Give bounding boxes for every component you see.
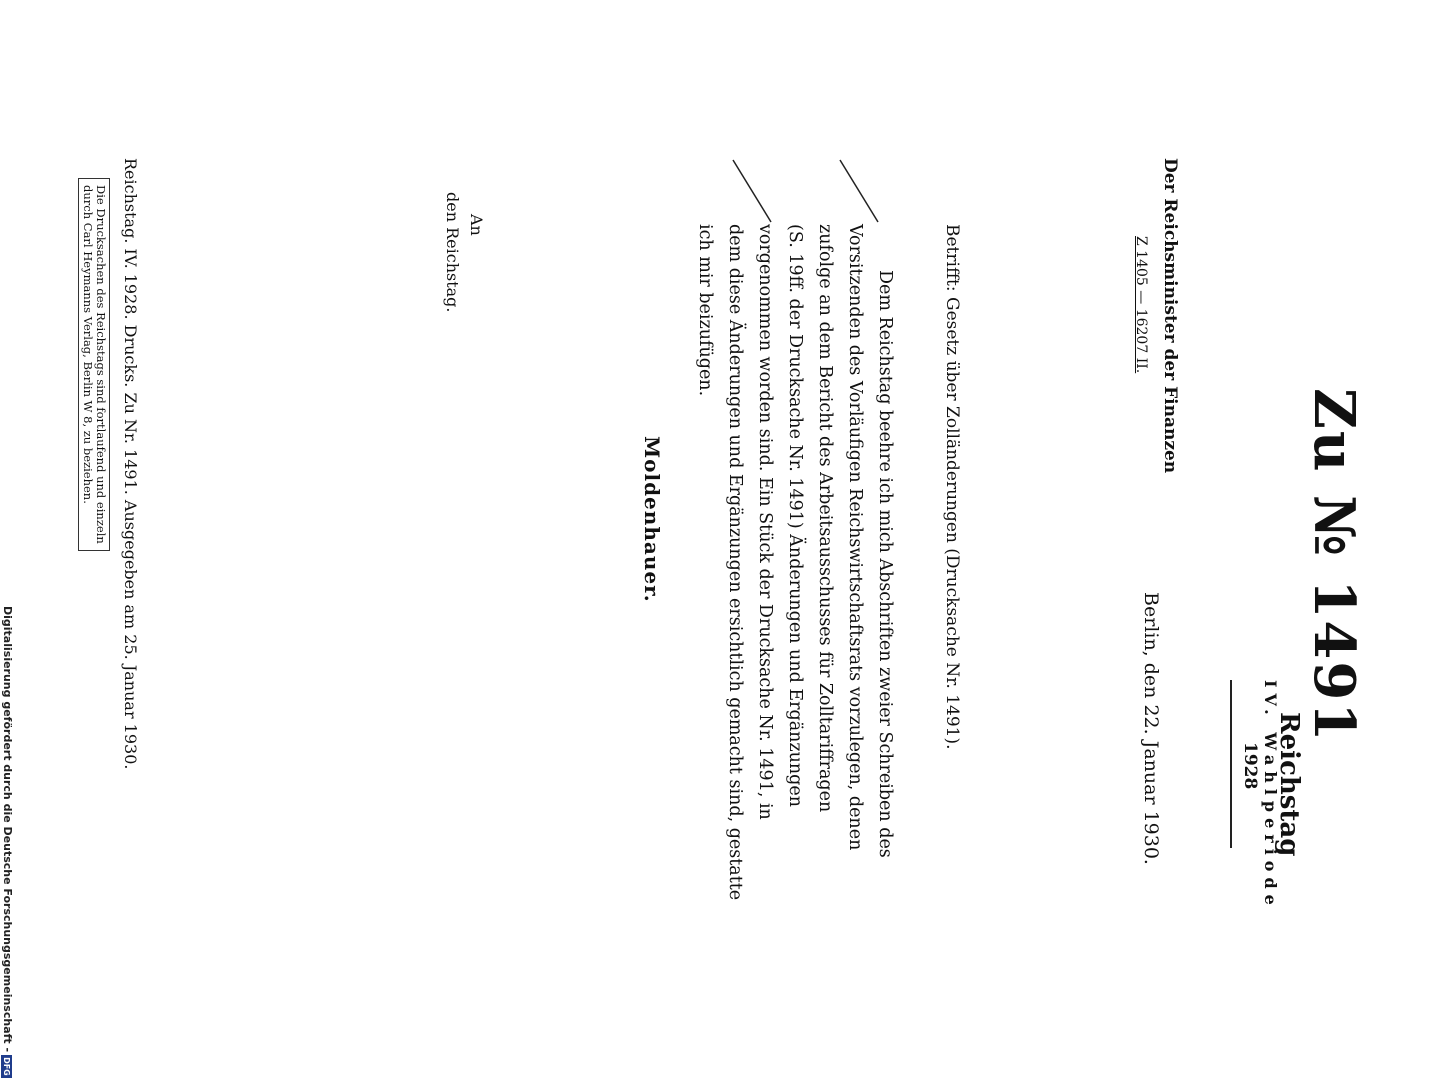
body-line: dem diese Änderungen und Ergänzungen ersichtlich gemacht sind, gestatte (725, 224, 745, 901)
body-line: Dem Reichstag beehre ich mich Abschriften zweier Schreiben des (875, 270, 895, 858)
body-line: (S. 19ff. der Drucksache Nr. 1491) Änderungen und Ergänzungen (785, 224, 805, 808)
footer-line: Reichstag. IV. 1928. Drucks. Zu Nr. 1491. Ausgegeben am 25. Januar 1930. (121, 158, 140, 770)
notice-line: durch Carl Heymanns Verlag, Berlin W 8, zu beziehen. (80, 185, 95, 504)
digitization-label (1, 606, 14, 1078)
distribution-notice (78, 178, 110, 551)
reichstag-box-rule (1230, 680, 1232, 848)
signature: Moldenhauer. (640, 436, 664, 603)
sender-name: Der Reichsminister der Finanzen (1160, 158, 1180, 474)
address-line-2: den Reichstag. (443, 192, 462, 313)
margin-mark (733, 160, 771, 222)
sender-reference: Z 1405 — 16207 II. (1133, 236, 1149, 374)
digitization-text: Digitalisierung gefördert durch die Deutsche Forschungsgemeinschaft - (1, 606, 14, 1053)
body-line: vorgenommen worden sind. Ein Stück der Drucksache Nr. 1491, in (755, 224, 775, 820)
margin-mark (840, 160, 878, 222)
notice-line: Die Drucksachen des Reichstags sind fortlaufend und einzeln (94, 185, 108, 544)
place-date: Berlin, den 22. Januar 1930. (1140, 592, 1162, 865)
reichstag-title: Reichstag (1274, 712, 1304, 857)
reichstag-year: 1928 (1240, 742, 1260, 790)
body-line: zufolge an dem Bericht des Arbeitsausschusses für Zolltariffragen (815, 224, 835, 813)
reichstag-period: IV. Wahlperiode (1261, 680, 1280, 911)
address-line-1: An (467, 214, 486, 236)
subject-line: Betrifft: Gesetz über Zolländerungen (Drucksache Nr. 1491). (942, 224, 962, 750)
dfg-logo: DFG (2, 1057, 11, 1076)
body-line: ich mir beizufügen. (695, 224, 715, 397)
document-title: Zu № 1491 (1301, 388, 1367, 744)
body-line: Vorsitzenden des Vorläufigen Reichswirtschaftsrats vorzulegen, denen (845, 224, 865, 851)
